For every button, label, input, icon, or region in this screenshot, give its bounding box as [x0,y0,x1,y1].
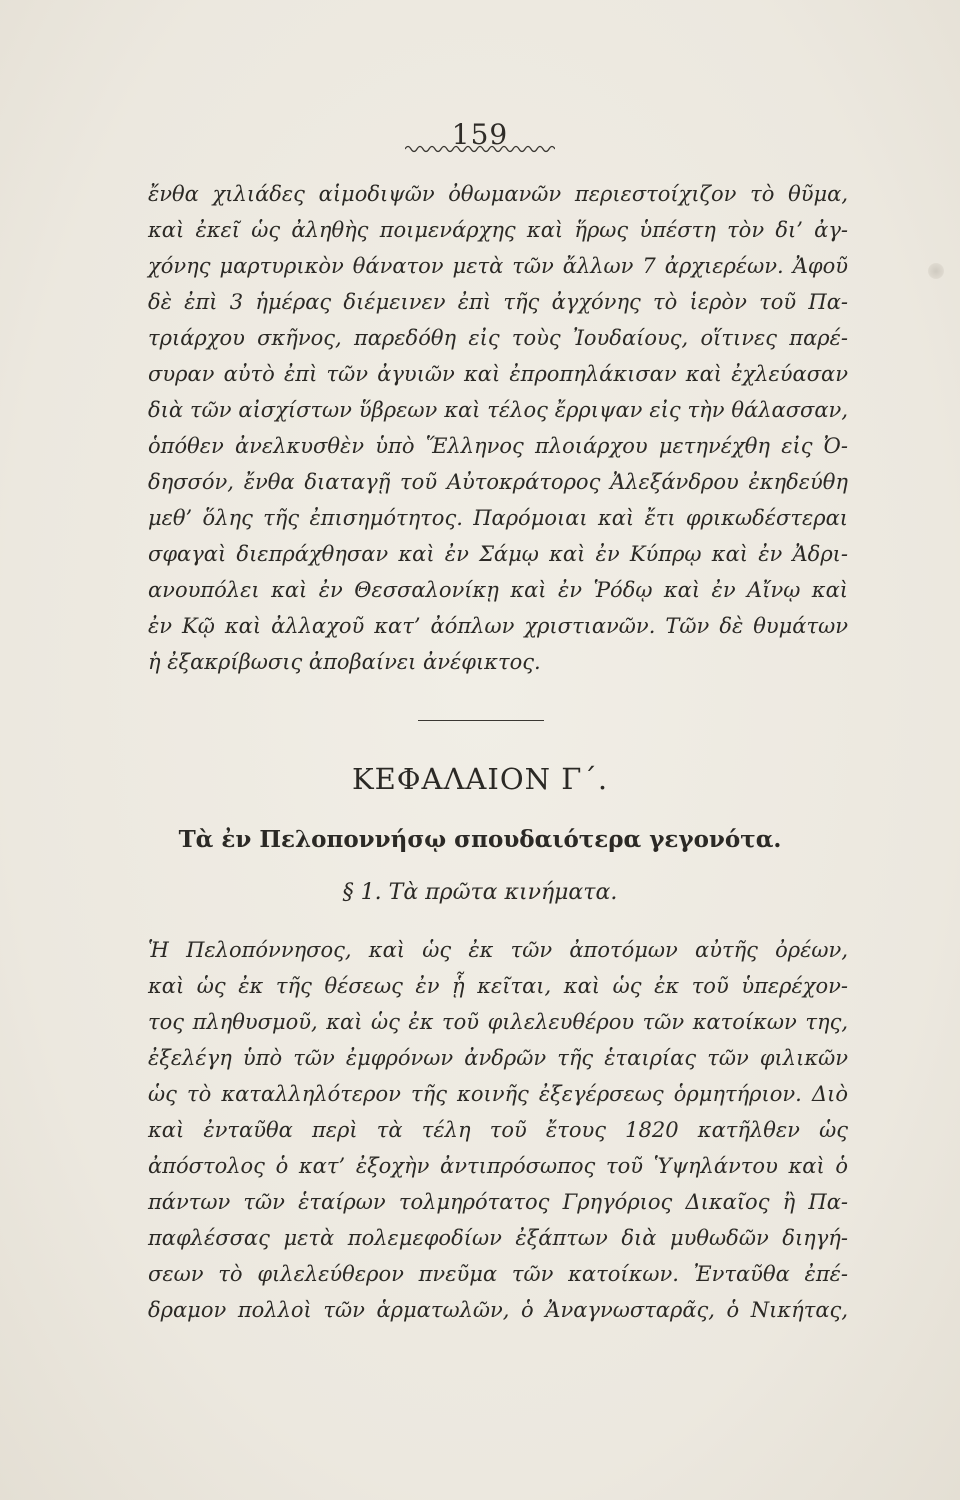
text-line: ἡ ἐξακρίβωσις ἀποβαίνει ἀνέφικτος. [148,650,541,674]
text-line: χόνης μαρτυρικὸν θάνατον μετὰ τῶν ἄλλων 7 ἀρχιερέων. Ἀφοῦ [148,254,848,278]
text-line: ὡς τὸ καταλληλότερον τῆς κοινῆς ἐξεγέρσεως ὁρμητήριον. Διὸ [148,1082,848,1106]
section-divider [418,720,544,721]
text-line: πάντων τῶν ἑταίρων τολμηρότατος Γρηγόριος Δικαῖος ἢ Πα- [148,1190,848,1214]
text-line: συραν αὐτὸ ἐπὶ τῶν ἀγυιῶν καὶ ἐπροπηλάκισαν καὶ ἐχλεύασαν [148,362,848,386]
text-line: καὶ ἐνταῦθα περὶ τὰ τέλη τοῦ ἔτους 1820 κατῆλθεν ὡς [148,1118,848,1142]
text-line: δησσόν, ἔνθα διαταγῇ τοῦ Αὐτοκράτορος Ἀλεξάνδρου ἐκηδεύθη [148,470,848,494]
text-line: ἐξελέγη ὑπὸ τῶν ἐμφρόνων ἀνδρῶν τῆς ἑταιρίας τῶν φιλικῶν [148,1046,848,1070]
chapter-subtitle: Τὰ ἐν Πελοποννήσῳ σπουδαιότερα γεγονότα. [178,826,782,853]
text-line: ὁπόθεν ἀνελκυσθὲν ὑπὸ Ἕλληνος πλοιάρχου μετηνέχθη εἰς Ὀ- [148,434,848,458]
text-line: Ἡ Πελοπόννησος, καὶ ὡς ἐκ τῶν ἀποτόμων αὐτῆς ὀρέων, [148,938,848,962]
section-heading: § 1. Τὰ πρῶτα κινήματα. [342,880,618,905]
text-line: ανουπόλει καὶ ἐν Θεσσαλονίκῃ καὶ ἐν Ῥόδῳ καὶ ἐν Αἴνῳ καὶ [148,578,848,602]
text-line: ἔνθα χιλιάδες αἱμοδιψῶν ὀθωμανῶν περιεστοίχιζον τὸ θῦμα, [148,182,848,206]
text-line: διὰ τῶν αἰσχίστων ὕβρεων καὶ τέλος ἔρριψαν εἰς τὴν θάλασσαν, [148,398,848,422]
text-line: καὶ ὡς ἐκ τῆς θέσεως ἐν ᾗ κεῖται, καὶ ὡς ἐκ τοῦ ὑπερέχον- [148,974,848,998]
text-line: σφαγαὶ διεπράχθησαν καὶ ἐν Σάμῳ καὶ ἐν Κύπρῳ καὶ ἐν Ἀδρι- [148,542,848,566]
text-line: σεων τὸ φιλελεύθερον πνεῦμα τῶν κατοίκων. Ἐνταῦθα ἐπέ- [148,1262,848,1286]
paper-stain [928,263,944,279]
text-line: καὶ ἐκεῖ ὡς ἀληθὴς ποιμενάρχης καὶ ἥρως ὑπέστη τὸν δι’ ἀγ- [148,218,848,242]
paragraph-martyrdom [148,176,848,680]
text-line: δὲ ἐπὶ 3 ἡμέρας διέμεινεν ἐπὶ τῆς ἀγχόνης τὸ ἱερὸν τοῦ Πα- [148,290,848,314]
wavy-ornament-rule [405,143,555,155]
text-line: τος πληθυσμοῦ, καὶ ὡς ἐκ τοῦ φιλελευθέρου τῶν κατοίκων της, [148,1010,848,1034]
text-line: τριάρχου σκῆνος, παρεδόθη εἰς τοὺς Ἰουδαίους, οἵτινες παρέ- [148,326,848,350]
text-line: παφλέσσας μετὰ πολεμεφοδίων ἐξάπτων διὰ μυθωδῶν διηγή- [148,1226,848,1250]
paragraph-peloponnese [148,932,848,1328]
page-number: 159 [451,118,509,151]
text-line: ἐν Κῷ καὶ ἀλλαχοῦ κατ’ ἀόπλων χριστιανῶν. Τῶν δὲ θυμάτων [148,614,848,638]
text-line: μεθ’ ὅλης τῆς ἐπισημότητος. Παρόμοιαι καὶ ἔτι φρικωδέστεραι [148,506,848,530]
text-line: δραμον πολλοὶ τῶν ἁρματωλῶν, ὁ Ἀναγνωσταρᾶς, ὁ Νικήτας, [148,1298,848,1322]
chapter-title: ΚΕΦΑΛΑΙΟΝ Γ΄. [351,762,609,796]
text-line: ἀπόστολος ὁ κατ’ ἐξοχὴν ἀντιπρόσωπος τοῦ Ὑψηλάντου καὶ ὁ [148,1154,848,1178]
